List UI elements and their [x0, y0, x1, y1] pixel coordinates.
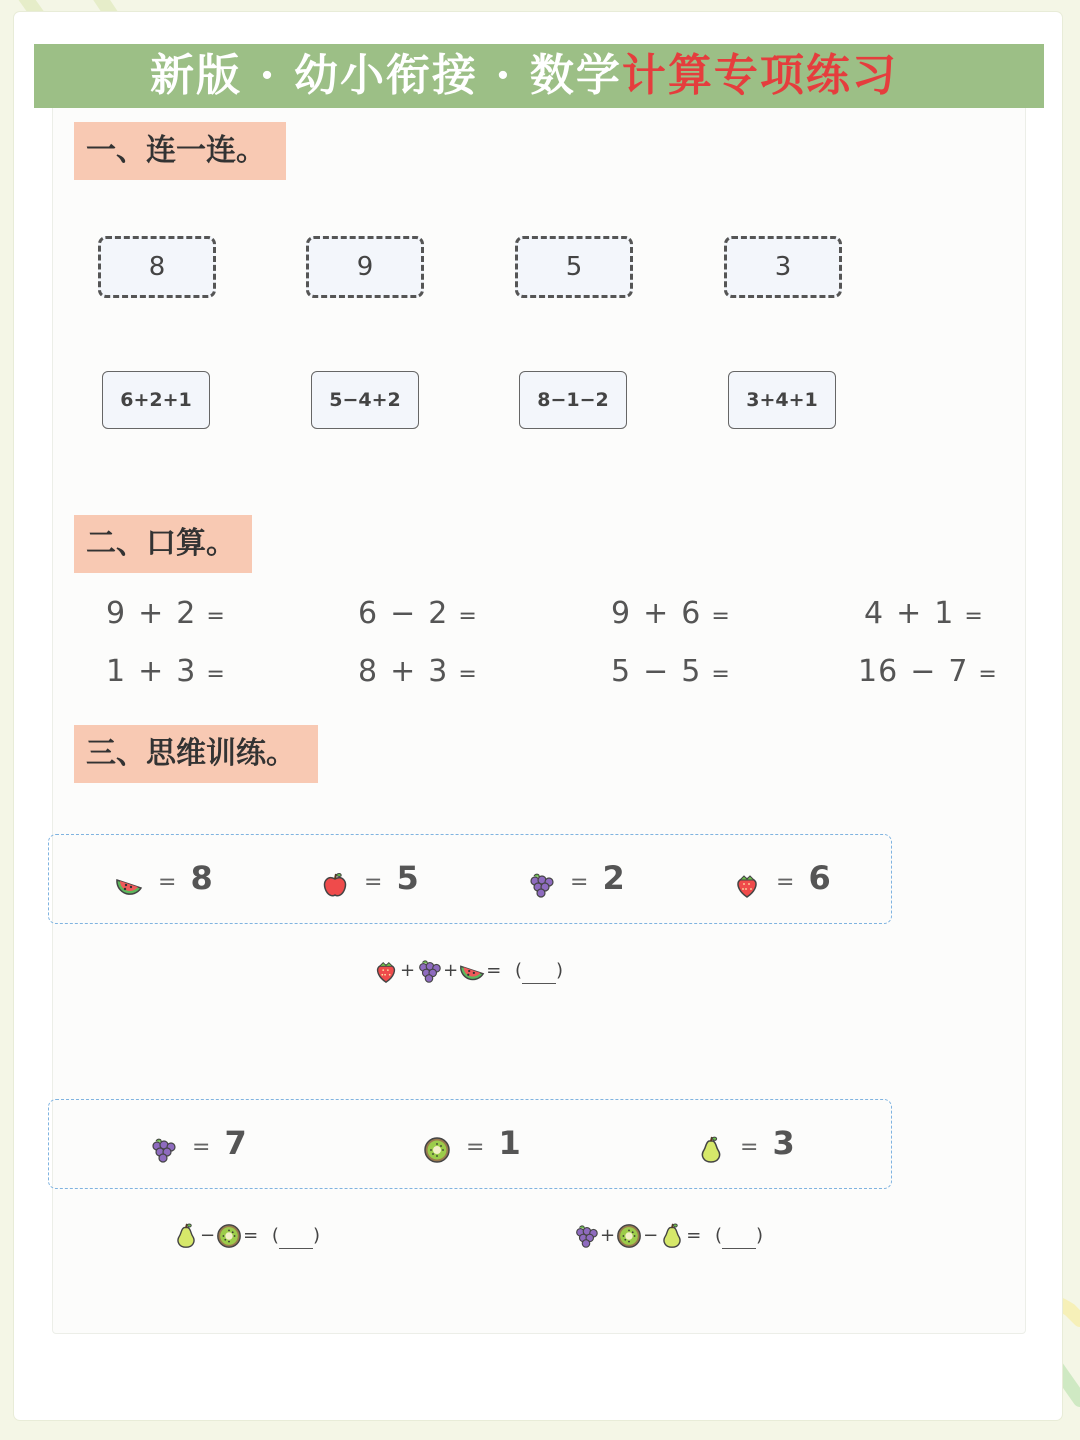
arithmetic-problem: 6 − 2 = — [358, 596, 478, 631]
kiwi-icon — [615, 1216, 643, 1256]
expression-box: 8−1−2 — [519, 371, 627, 429]
number-box: 5 — [515, 236, 633, 298]
fruit-value-item: = 2 — [526, 856, 625, 900]
strawberry-icon — [732, 863, 762, 907]
arithmetic-problem: 5 − 5 = — [611, 654, 731, 689]
strawberry-icon — [372, 951, 400, 991]
section3-heading: 三、思维训练。 — [74, 725, 318, 783]
fruit-value-item: = 3 — [696, 1121, 795, 1165]
expression-box: 3+4+1 — [728, 371, 836, 429]
pear-icon — [172, 1216, 200, 1256]
watermelon-icon — [458, 951, 486, 991]
section1-heading: 一、连一连。 — [74, 122, 286, 180]
expression-box: 6+2+1 — [102, 371, 210, 429]
expression-box: 5−4+2 — [311, 371, 419, 429]
grapes-icon — [415, 951, 443, 991]
number-box: 3 — [724, 236, 842, 298]
page-title — [150, 44, 898, 108]
apple-icon — [320, 863, 350, 907]
fruit-value-item: = 6 — [732, 856, 831, 900]
fruit-value-item: = 8 — [114, 856, 213, 900]
section2-heading: 二、口算。 — [74, 515, 252, 573]
fruit-equation-1: + + = ( ) — [372, 951, 563, 991]
pear-icon — [658, 1216, 686, 1256]
fruit-value-item: = 1 — [422, 1121, 521, 1165]
watermelon-icon — [114, 863, 144, 907]
answer-blank[interactable] — [722, 1224, 756, 1249]
arithmetic-problem: 9 + 2 = — [106, 596, 226, 631]
title-main: 新版 · 幼小衔接 · 数学 — [150, 50, 622, 101]
title-highlight: 计算专项练习 — [621, 50, 898, 101]
arithmetic-problem: 1 + 3 = — [106, 654, 226, 689]
pear-icon — [696, 1128, 726, 1172]
fruit-value-item: = 7 — [148, 1121, 247, 1165]
answer-blank[interactable] — [279, 1224, 313, 1249]
grapes-icon — [526, 863, 556, 907]
arithmetic-problem: 8 + 3 = — [358, 654, 478, 689]
arithmetic-problem: 4 + 1 = — [864, 596, 984, 631]
kiwi-icon — [422, 1128, 452, 1172]
grapes-icon — [572, 1216, 600, 1256]
arithmetic-problem: 9 + 6 = — [611, 596, 731, 631]
kiwi-icon — [215, 1216, 243, 1256]
number-box: 9 — [306, 236, 424, 298]
fruit-value-item: = 5 — [320, 856, 419, 900]
grapes-icon — [148, 1128, 178, 1172]
answer-blank[interactable] — [522, 959, 556, 984]
arithmetic-problem: 16 − 7 = — [858, 654, 998, 689]
fruit-equation-3: + − = ( ) — [572, 1216, 763, 1256]
fruit-equation-2: − = ( ) — [172, 1216, 320, 1256]
number-box: 8 — [98, 236, 216, 298]
